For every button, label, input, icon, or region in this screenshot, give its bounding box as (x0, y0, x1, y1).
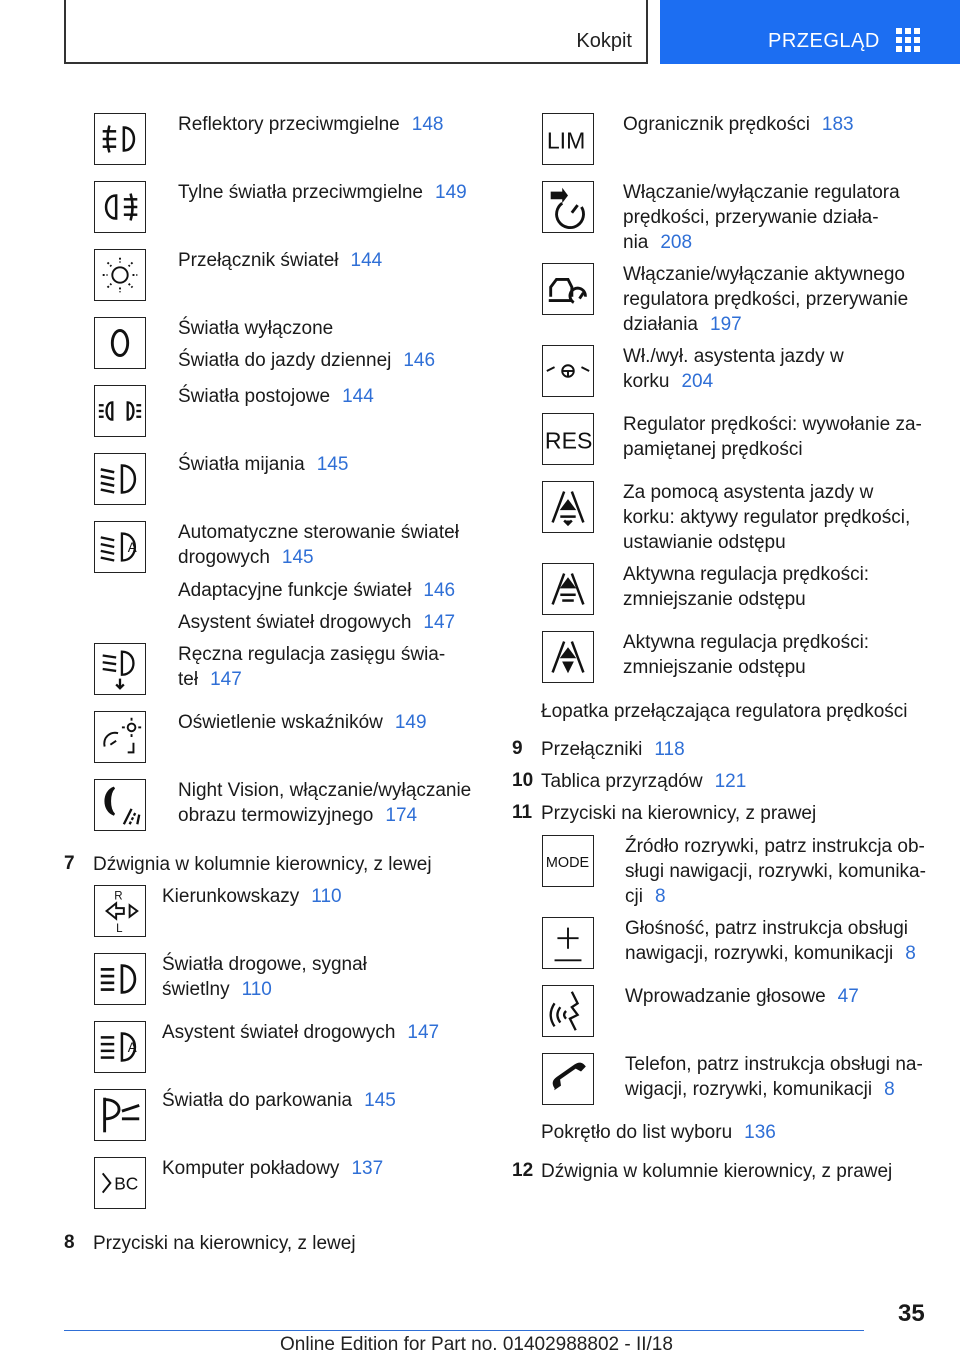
svg-text:RES: RES (544, 427, 593, 454)
night-vision-icon (94, 779, 146, 831)
svg-text:MODE: MODE (545, 854, 590, 871)
footer-divider (64, 1330, 864, 1331)
auto-lights-icon (94, 521, 146, 573)
volume-icon (542, 917, 594, 969)
list-item: Asystent świateł drogowych 147 (178, 612, 456, 633)
parking-light-icon (94, 1089, 146, 1141)
overview-label: PRZEGLĄD (768, 30, 880, 52)
list-item: Night Vision, włączanie/wyłączanie obrazu termowizyjnego 174 (178, 780, 472, 826)
active-cruise-control-icon (542, 263, 594, 315)
list-item: Oświetlenie wskaźników 149 (178, 712, 427, 733)
high-beam-icon (94, 953, 146, 1005)
svg-text:A: A (127, 1039, 137, 1055)
svg-text:BC: BC (114, 1173, 139, 1194)
footer-edition: Online Edition for Part no. 01402988802 - II/18 (280, 1334, 673, 1355)
high-beam-assist-icon (94, 1021, 146, 1073)
list-item: Źródło rozrywki, patrz instrukcja ob- sługi nawigacji, rozrywki, komunika- cji 8 (625, 836, 926, 907)
item-heading: Przyciski na kierownicy, z lewej (93, 1233, 356, 1254)
headlight-range-icon (94, 643, 146, 695)
item-heading: Dźwignia w kolumnie kierownicy, z lewej (93, 854, 432, 875)
item-number: 11 (512, 802, 533, 823)
svg-text:A: A (127, 539, 137, 555)
paddle-label: Łopatka przełączająca regulatora prędkości (541, 701, 908, 722)
list-item: Reflektory przeciwmgielne 148 (178, 114, 444, 135)
item-number: 10 (512, 770, 534, 791)
item-number: 7 (64, 853, 75, 874)
list-item: Światła wyłączone (178, 318, 334, 339)
cruise-control-toggle-icon (542, 181, 594, 233)
overview-nav-button[interactable] (660, 0, 960, 64)
list-item: Włączanie/wyłączanie aktywnego regulatora prędkości, przerywanie działania 197 (623, 264, 909, 335)
list-item: Telefon, patrz instrukcja obsługi na- wigacji, rozrywki, komunikacji 8 (625, 1054, 923, 1100)
front-fog-icon (94, 113, 146, 165)
list-item: Światła mijania 145 (178, 454, 349, 475)
rear-fog-icon (94, 181, 146, 233)
lights-off-icon (94, 317, 146, 369)
header-left-tab (64, 0, 648, 64)
list-item: Regulator prędkości: wywołanie za- pamiętanej prędkości (623, 414, 922, 460)
item-heading: Tablica przyrządów 121 (541, 771, 747, 792)
list-item: Ręczna regulacja zasięgu świa- teł 147 (178, 644, 446, 690)
svg-text:R: R (114, 890, 123, 903)
list-item: Komputer pokładowy 137 (162, 1158, 384, 1179)
light-switch-icon (94, 249, 146, 301)
item-heading: Dźwignia w kolumnie kierownicy, z prawej (541, 1161, 893, 1182)
item-number: 9 (512, 738, 523, 759)
phone-icon (542, 1053, 594, 1105)
item-number: 12 (512, 1160, 534, 1181)
item-heading: Przyciski na kierownicy, z prawej (541, 803, 817, 824)
instrument-lighting-icon (94, 711, 146, 763)
mode-button-icon (542, 835, 594, 887)
list-item: Światła postojowe 144 (178, 386, 374, 407)
list-item: Wł./wył. asystenta jazdy w korku 204 (623, 346, 844, 392)
list-item: Światła do jazdy dziennej 146 (178, 350, 436, 371)
list-item: Ogranicznik prędkości 183 (623, 114, 854, 135)
distance-setting-icon (542, 481, 594, 533)
turn-signal-icon (94, 885, 146, 937)
speed-limiter-icon (542, 113, 594, 165)
list-item: Asystent świateł drogowych 147 (162, 1022, 440, 1043)
list-item: Automatyczne sterowanie świateł drogowych 145 (178, 522, 459, 568)
low-beam-icon (94, 453, 146, 505)
grid-menu-icon (896, 28, 920, 52)
section-title: Kokpit (576, 30, 632, 52)
reduce-distance-icon (542, 563, 594, 615)
svg-text:LIM: LIM (546, 127, 586, 154)
list-item: Aktywna regulacja prędkości: zmniejszanie odstępu (623, 632, 870, 678)
list-item: Głośność, patrz instrukcja obsługi nawigacji, rozrywki, komunikacji 8 (625, 918, 916, 964)
list-item: Adaptacyjne funkcje świateł 146 (178, 580, 456, 601)
list-item: Za pomocą asystenta jazdy w korku: aktywy regulator prędkości, ustawianie odstępu (623, 482, 911, 553)
parking-lights-icon (94, 385, 146, 437)
voice-input-icon (542, 985, 594, 1037)
list-item: Przełącznik świateł 144 (178, 250, 383, 271)
list-item: Kierunkowskazy 110 (162, 886, 342, 907)
reduce-distance-icon (542, 631, 594, 683)
item-heading: Przełączniki 118 (541, 739, 685, 760)
list-item: Włączanie/wyłączanie regulatora prędkości, przerywanie działa- nia 208 (623, 182, 900, 253)
page-number: 35 (898, 1300, 925, 1327)
list-item: Światła drogowe, sygnał świetlny 110 (162, 954, 367, 1000)
svg-text:L: L (116, 923, 123, 936)
list-item: Aktywna regulacja prędkości: zmniejszanie odstępu (623, 564, 870, 610)
list-item: Światła do parkowania 145 (162, 1090, 396, 1111)
list-item: Pokrętło do list wyboru 136 (541, 1122, 776, 1143)
list-item: Wprowadzanie głosowe 47 (625, 986, 859, 1007)
list-item: Tylne światła przeciwmgielne 149 (178, 182, 467, 203)
item-number: 8 (64, 1232, 75, 1253)
resume-speed-icon (542, 413, 594, 465)
traffic-jam-assist-icon (542, 345, 594, 397)
onboard-computer-icon (94, 1157, 146, 1209)
